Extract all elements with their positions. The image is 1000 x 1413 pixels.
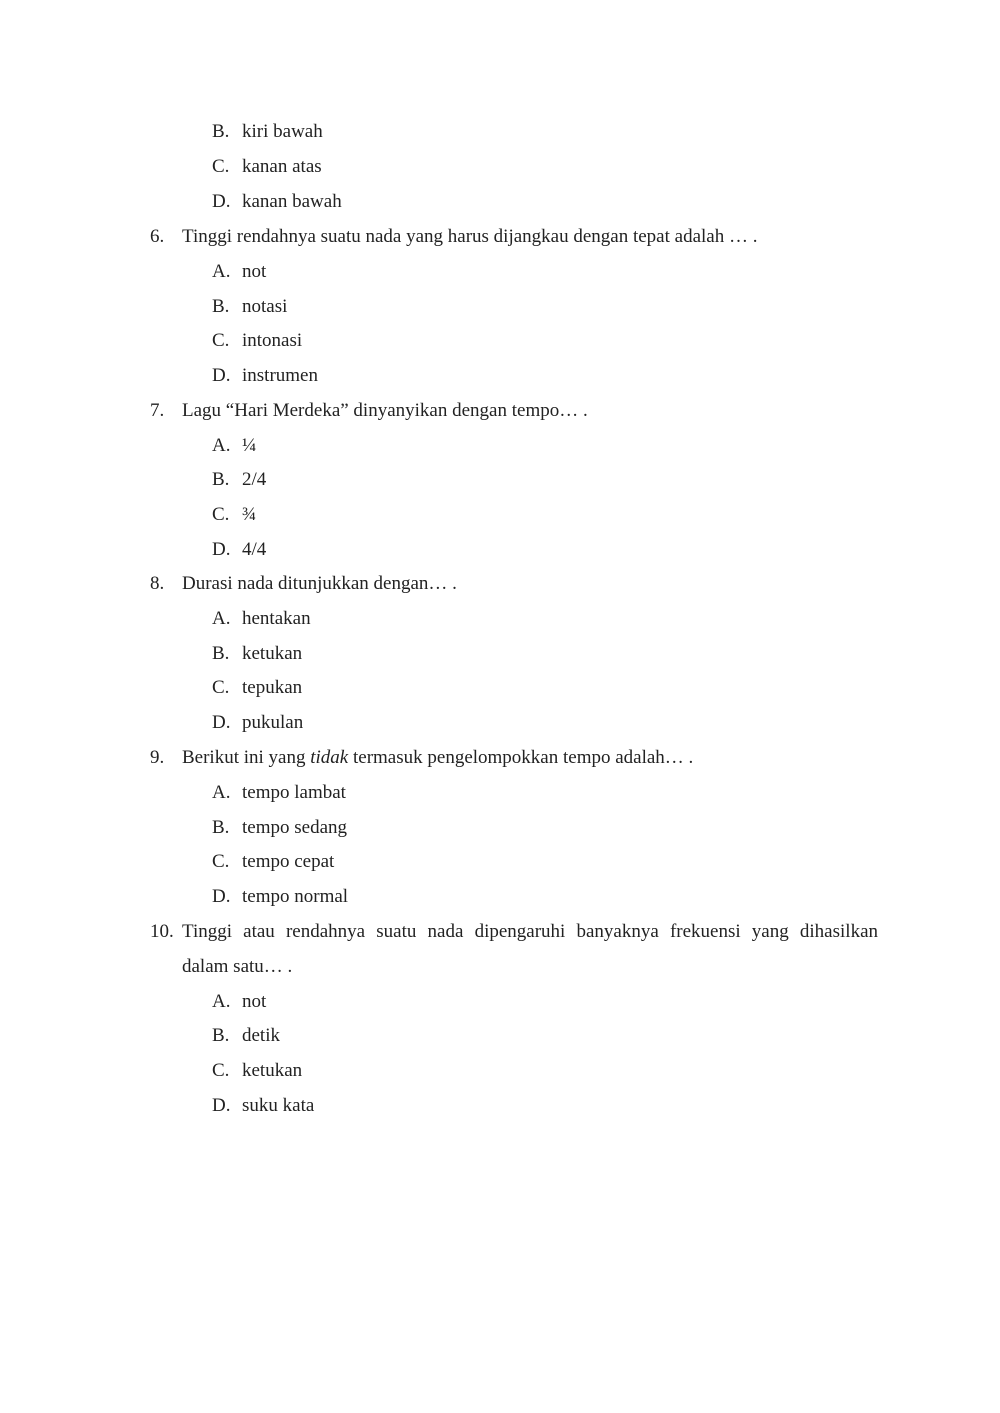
- option-text: tempo sedang: [242, 817, 348, 838]
- option-letter: C.: [212, 1060, 230, 1081]
- option-text: hentakan: [242, 608, 311, 629]
- question-text: Durasi nada ditunjukkan dengan… .: [182, 573, 457, 594]
- option-letter: C.: [212, 851, 230, 872]
- option-letter: D.: [212, 191, 231, 212]
- question-number: 6.: [150, 226, 165, 247]
- option-letter: D.: [212, 1095, 231, 1116]
- option-text: ketukan: [242, 1060, 303, 1081]
- option-letter: C.: [212, 677, 230, 698]
- question-text-part: Berikut ini yang: [182, 747, 311, 768]
- question-text-part: termasuk pengelompokkan tempo adalah… .: [348, 747, 694, 768]
- option-letter: B.: [212, 296, 230, 317]
- option-text: ¼: [242, 435, 257, 456]
- option-text: tempo lambat: [242, 782, 346, 803]
- option-letter: A.: [212, 782, 231, 803]
- option-letter: C.: [212, 156, 230, 177]
- option-letter: D.: [212, 365, 231, 386]
- question-text: [182, 740, 693, 775]
- option-text: kanan atas: [242, 156, 322, 177]
- question-number: 8.: [150, 573, 165, 594]
- option-text: ketukan: [242, 643, 303, 664]
- option-text: tempo cepat: [242, 851, 335, 872]
- option-text: 2/4: [242, 469, 267, 490]
- option-text: 4/4: [242, 539, 267, 560]
- question-number: 10.: [150, 921, 174, 942]
- option-text: kanan bawah: [242, 191, 342, 212]
- option-text: intonasi: [242, 330, 303, 351]
- option-letter: D.: [212, 712, 231, 733]
- option-text: tepukan: [242, 677, 303, 698]
- option-text: suku kata: [242, 1095, 315, 1116]
- option-text: instrumen: [242, 365, 318, 386]
- question-number: 7.: [150, 400, 165, 421]
- option-letter: D.: [212, 539, 231, 560]
- option-letter: A.: [212, 608, 231, 629]
- option-letter: B.: [212, 817, 230, 838]
- option-letter: C.: [212, 330, 230, 351]
- question-text-emphasis: tidak: [310, 747, 349, 768]
- option-letter: B.: [212, 1025, 230, 1046]
- question-text: Tinggi atau rendahnya suatu nada dipengaruhi banyaknya frekuensi yang dihasilkan: [182, 921, 878, 942]
- option-letter: B.: [212, 121, 230, 142]
- option-letter: A.: [212, 991, 231, 1012]
- option-text: tempo normal: [242, 886, 349, 907]
- question-10: [0, 914, 1000, 949]
- question-number: 9.: [150, 747, 165, 768]
- option-letter: C.: [212, 504, 230, 525]
- option-text: kiri bawah: [242, 121, 323, 142]
- option-text: pukulan: [242, 712, 304, 733]
- option-text: not: [242, 991, 267, 1012]
- option-letter: A.: [212, 435, 231, 456]
- question-text: Lagu “Hari Merdeka” dinyanyikan dengan tempo… .: [182, 400, 588, 421]
- option-letter: A.: [212, 261, 231, 282]
- option-text: notasi: [242, 296, 288, 317]
- option-text: ¾: [242, 504, 257, 525]
- question-text: Tinggi rendahnya suatu nada yang harus dijangkau dengan tepat adalah … .: [182, 226, 758, 247]
- option-letter: B.: [212, 469, 230, 490]
- option-text: not: [242, 261, 267, 282]
- question-text: dalam satu… .: [182, 956, 293, 977]
- option-letter: D.: [212, 886, 231, 907]
- option-letter: B.: [212, 643, 230, 664]
- option-text: detik: [242, 1025, 280, 1046]
